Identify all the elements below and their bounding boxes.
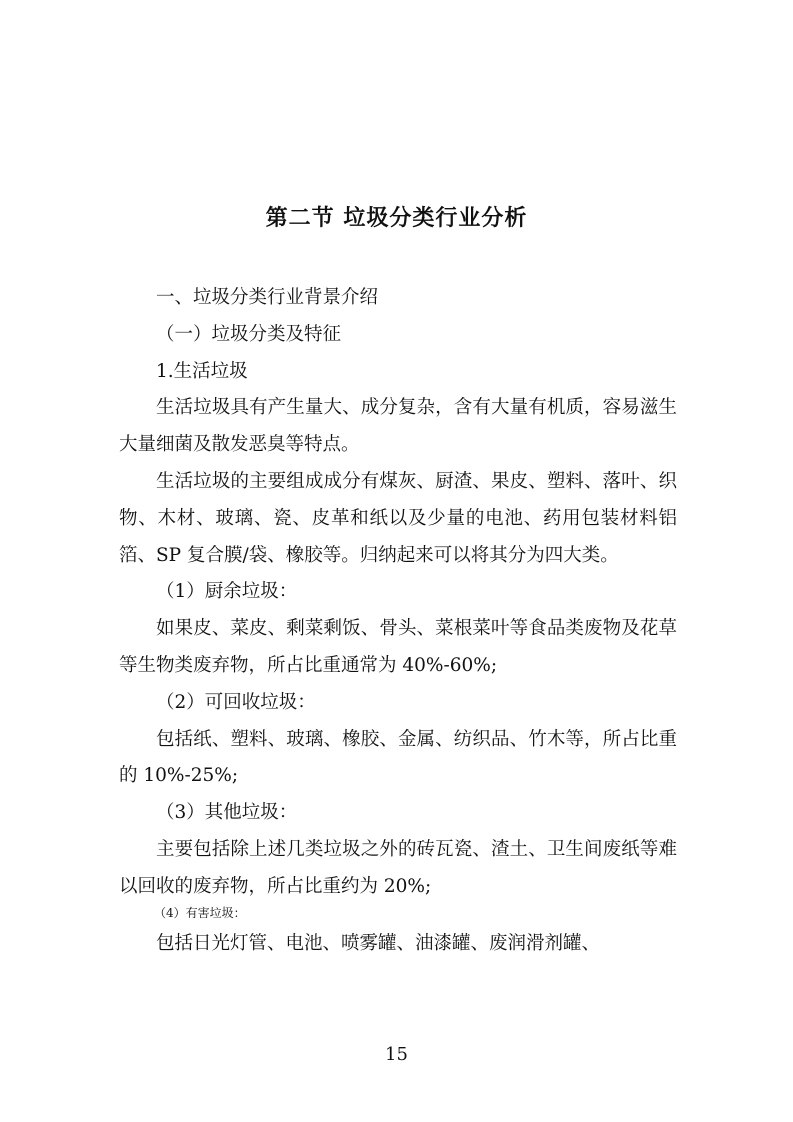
heading-level-1: 一、垃圾分类行业背景介绍: [156, 287, 379, 308]
paragraph: 如果皮、菜皮、剩菜剩饭、骨头、菜根菜叶等食品类废物及花草等生物类废弃物，所占比重通常为 40%-60%;: [119, 618, 677, 676]
list-heading: （2）可回收垃圾：: [156, 691, 316, 713]
list-heading-small: （4）有害垃圾：: [154, 905, 246, 920]
page-number: 15: [385, 1044, 408, 1065]
list-heading: （3）其他垃圾：: [156, 802, 298, 824]
paragraph: 包括纸、塑料、玻璃、橡胶、金属、纺织品、竹木等，所占比重的 10%-25%;: [119, 728, 677, 787]
body-text: [119, 280, 677, 962]
paragraph: 主要包括除上述几类垃圾之外的砖瓦瓷、渣土、卫生间废纸等难以回收的废弃物，所占比重约为 20%;: [119, 838, 677, 897]
list-heading: （1）厨余垃圾：: [156, 581, 298, 603]
paragraph: 生活垃圾具有产生量大、成分复杂，含有大量有机质，容易滋生大量细菌及散发恶臭等特点。: [119, 397, 677, 456]
heading-level-3: 1.生活垃圾: [156, 360, 248, 382]
heading-level-2: （一）垃圾分类及特征: [156, 323, 342, 345]
paragraph: 包括日光灯管、电池、喷雾罐、油漆罐、废润滑剂罐、: [156, 932, 601, 954]
paragraph: 生活垃圾的主要组成成分有煤灰、厨渣、果皮、塑料、落叶、织物、木材、玻璃、瓷、皮革和纸以及少量的电池、药用包装材料铝箔、SP 复合膜/袋、橡胶等。归纳起来可以将其分为四大类。: [119, 470, 677, 566]
section-title: 第二节 垃圾分类行业分析: [265, 206, 528, 231]
